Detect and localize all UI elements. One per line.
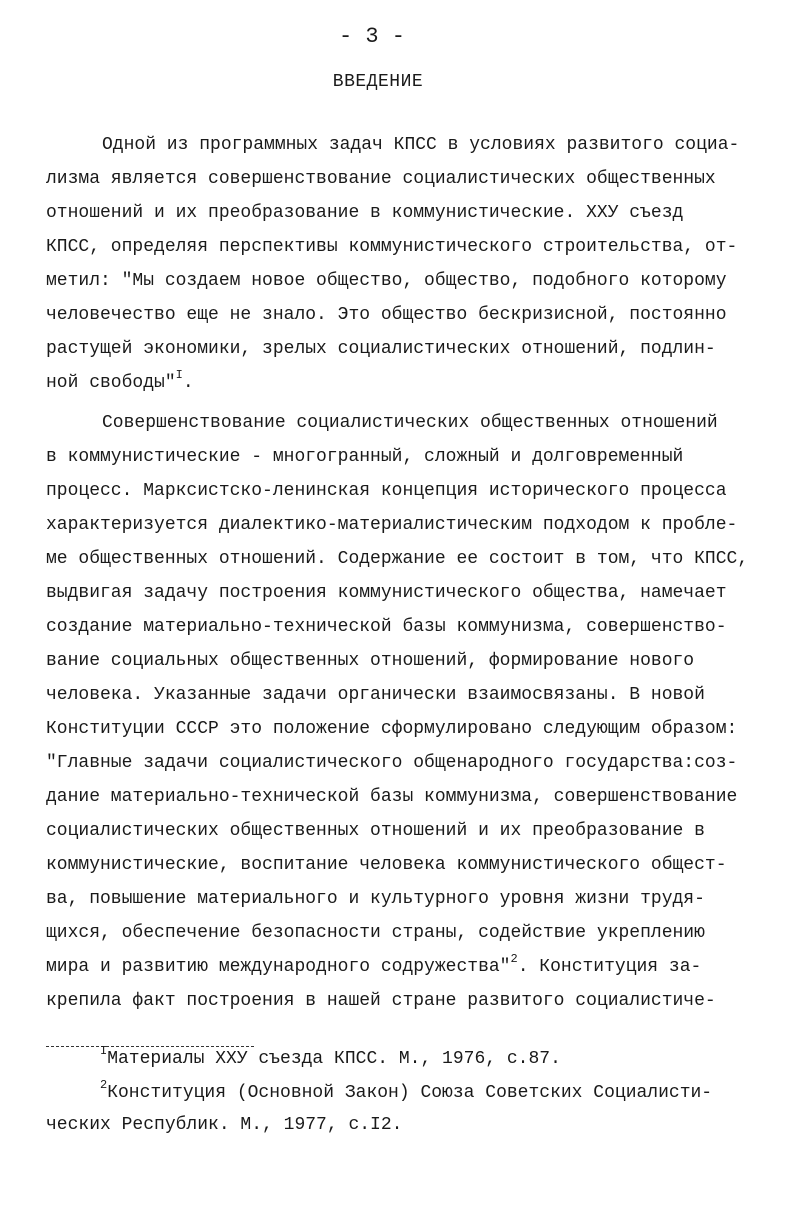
paragraph-line: растущей экономики, зрелых социалистических отношений, подлин- bbox=[46, 339, 716, 359]
paragraph-line: ва, повышение материального и культурного уровня жизни трудя- bbox=[46, 889, 705, 909]
footnote-1 bbox=[100, 1042, 561, 1076]
paragraph-line: щихся, обеспечение безопасности страны, содействие укреплению bbox=[46, 923, 705, 943]
paragraph-line: Конституции СССР это положение сформулировано следующим образом: bbox=[46, 719, 738, 739]
paragraph-line: КПСС, определяя перспективы коммунистического строительства, от- bbox=[46, 237, 738, 257]
paragraph-line: "Главные задачи социалистического общенародного государства:соз- bbox=[46, 753, 738, 773]
footnote-2-text: Конституция (Основной Закон) Союза Советских Социалисти- bbox=[107, 1083, 713, 1103]
paragraph-line: характеризуется диалектико-материалистическим подходом к пробле- bbox=[46, 515, 738, 535]
paragraph-line: Совершенствование социалистических общественных отношений bbox=[102, 413, 718, 433]
paragraph-line: процесс. Марксистско-ленинская концепция исторического процесса bbox=[46, 481, 727, 501]
paragraph-line bbox=[46, 950, 701, 984]
paragraph-line: отношений и их преобразование в коммунистические. XXУ съезд bbox=[46, 203, 684, 223]
paragraph-line: социалистических общественных отношений и их преобразование в bbox=[46, 821, 705, 841]
paragraph-line: лизма является совершенствование социалистических общественных bbox=[46, 169, 716, 189]
footnote-1-mark: I bbox=[100, 1044, 108, 1058]
footnote-1-text: Материалы XXУ съезда КПСС. М., 1976, с.87. bbox=[107, 1049, 561, 1069]
paragraph-text: мира и развитию международного содружества" bbox=[46, 957, 511, 977]
paragraph-line: ме общественных отношений. Содержание ее состоит в том, что КПСС, bbox=[46, 549, 749, 569]
footnote-ref-2: 2 bbox=[510, 952, 518, 966]
footnote-2 bbox=[100, 1076, 712, 1110]
footnote-2-mark: 2 bbox=[100, 1078, 108, 1092]
paragraph-line: Одной из программных задач КПСС в условиях развитого социа- bbox=[102, 135, 740, 155]
paragraph-line: в коммунистические - многогранный, сложный и долговременный bbox=[46, 447, 684, 467]
paragraph-line bbox=[46, 366, 194, 400]
paragraph-line: коммунистические, воспитание человека коммунистического общест- bbox=[46, 855, 727, 875]
paragraph-text: . Конституция за- bbox=[517, 957, 702, 977]
paragraph-line: вание социальных общественных отношений, формирование нового bbox=[46, 651, 695, 671]
paragraph-line: создание материально-технической базы коммунизма, совершенство- bbox=[46, 617, 727, 637]
paragraph-text: ной свободы" bbox=[46, 373, 176, 393]
paragraph-line: крепила факт построения в нашей стране развитого социалистиче- bbox=[46, 991, 716, 1011]
page-number: - 3 - bbox=[338, 24, 405, 49]
paragraph-line: человечество еще не знало. Это общество бескризисной, постоянно bbox=[46, 305, 727, 325]
paragraph-line: человека. Указанные задачи органически взаимосвязаны. В новой bbox=[46, 685, 705, 705]
paragraph-text: . bbox=[182, 373, 194, 393]
paragraph-line: выдвигая задачу построения коммунистического общества, намечает bbox=[46, 583, 727, 603]
footnote-ref-1: I bbox=[175, 368, 183, 382]
paragraph-line: дание материально-технической базы коммунизма, совершенствование bbox=[46, 787, 738, 807]
section-title: ВВЕДЕНИЕ bbox=[332, 72, 424, 92]
footnote-2-line-2: ческих Республик. М., 1977, с.I2. bbox=[46, 1115, 403, 1135]
paragraph-line: метил: "Мы создаем новое общество, общество, подобного которому bbox=[46, 271, 727, 291]
